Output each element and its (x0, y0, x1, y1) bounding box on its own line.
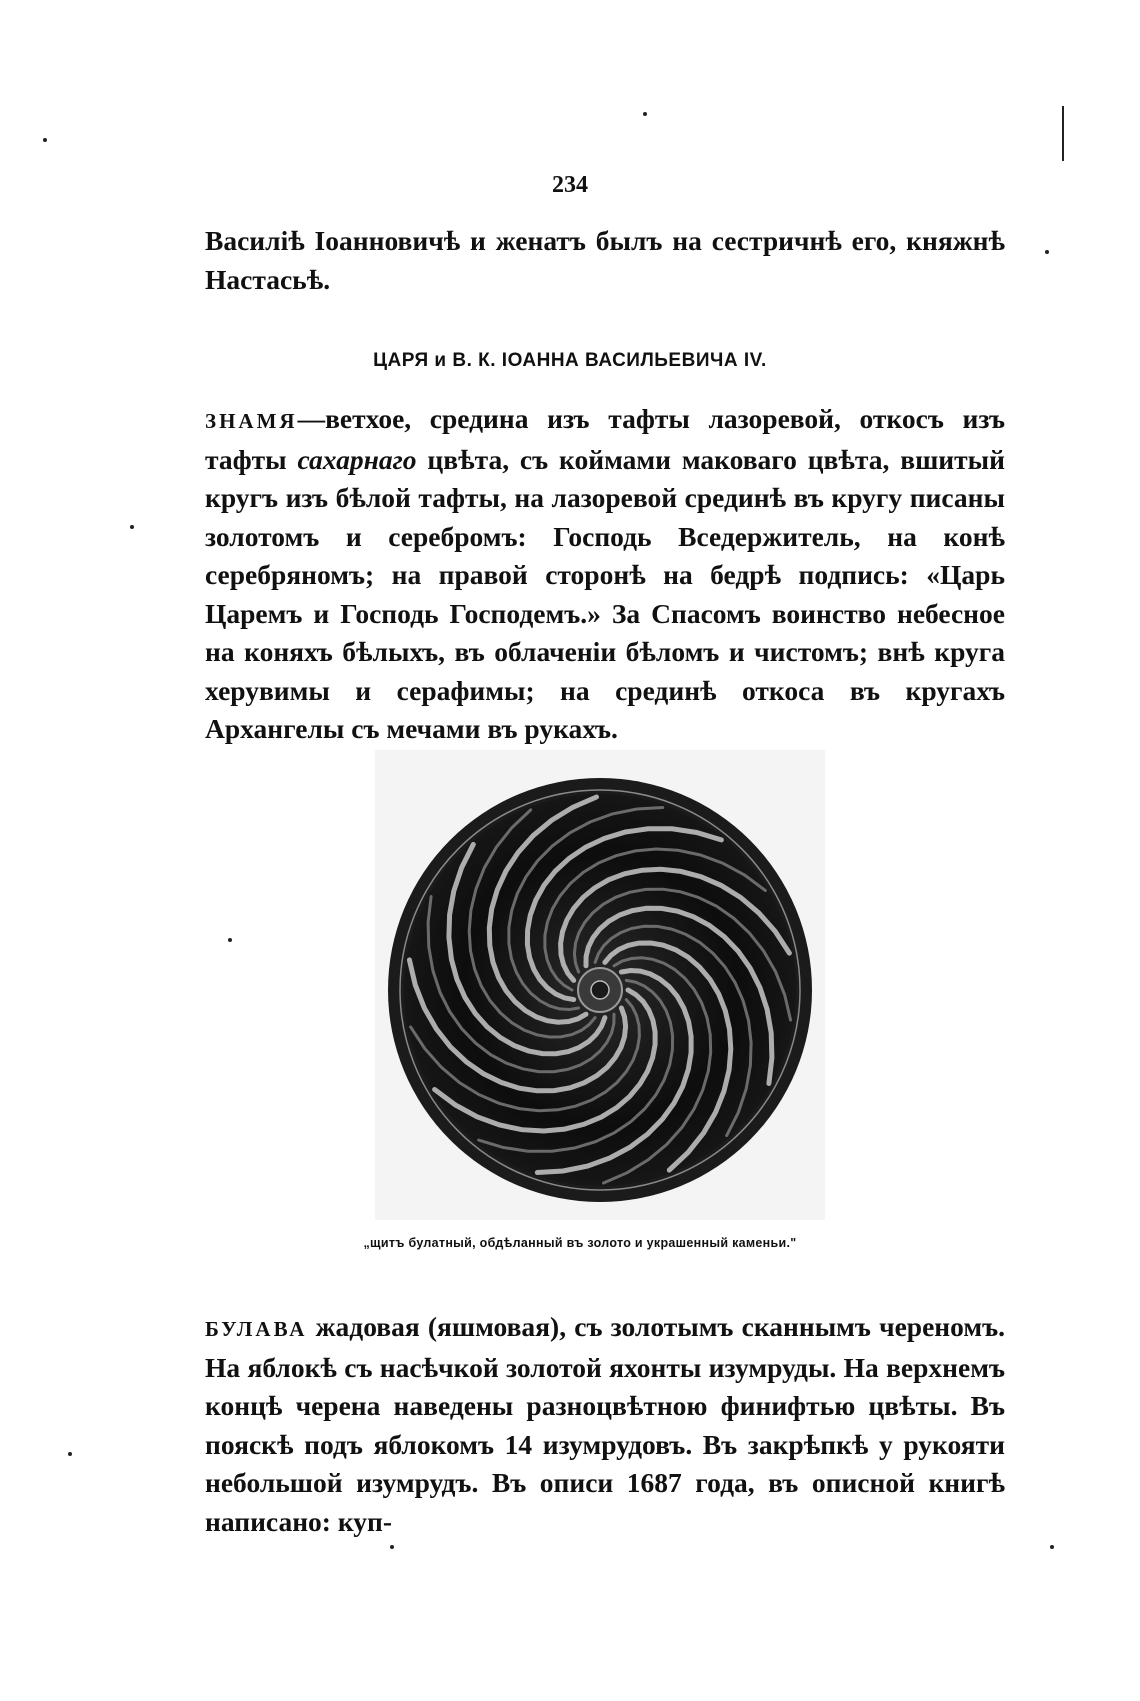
znamya-text-part-2: цвѣта, съ коймами маковаго цвѣта, вшитый кругъ изъ бѣлой тафты, на лазоревой срединѣ въ кругу писаны золотомъ и серебромъ: Господь Вседержитель, на конѣ серебряномъ; на правой сторонѣ на бедрѣ подпись: «Царь Царемъ и Господь Господемъ.» За Спасомъ воинство небесное на коняхъ бѣлыхъ, въ облаченiи бѣломъ и чистомъ; внѣ круга херувимы и серафимы; на срединѣ откоса въ кругахъ Архангелы съ мечами въ рукахъ. (205, 443, 1005, 744)
print-speck (1050, 1545, 1054, 1549)
bulava-text: жадовая (яшмовая), съ золотымъ сканнымъ череномъ. На яблокѣ съ насѣчкой золотой яхонты изумруды. На верхнемъ концѣ черена наведены разноцвѣтною финифтью цвѣты. Въ пояскѣ подъ яблокомъ 14 изумрудовъ. Въ закрѣпкѣ у рукояти небольшой изумрудъ. Въ описи 1687 года, въ описной книгѣ написано: куп- (205, 1311, 1005, 1537)
shield-boss-center (591, 981, 609, 999)
intro-paragraph: Василiѣ Iоанновичѣ и женатъ былъ на сестричнѣ его, княжнѣ Настасьѣ. (205, 225, 1005, 295)
print-speck (390, 1545, 394, 1549)
print-speck (1045, 250, 1049, 254)
page-number: 234 (552, 172, 588, 198)
section-heading: ЦАРЯ и В. К. IОАННА ВАСИЛЬЕВИЧА IV. (373, 350, 767, 371)
print-speck (228, 938, 232, 942)
print-speck (68, 1452, 72, 1456)
bulava-paragraph (205, 1308, 1005, 1541)
znamya-paragraph (205, 400, 1005, 749)
shield-illustration (375, 750, 825, 1220)
figure-caption: „щитъ булатный, обдѣланный въ золото и украшенный каменьи." (363, 1236, 797, 1250)
margin-rule (1062, 106, 1064, 161)
bulava-lead-word: БУЛАВА (205, 1317, 308, 1341)
znamya-lead-word: ЗНАМЯ (205, 409, 298, 433)
print-speck (130, 525, 134, 529)
print-speck (43, 138, 47, 142)
znamya-italic-word: сахарнаго (297, 443, 417, 475)
shield-engraving (375, 750, 825, 1220)
znamya-text-part-1: —ветхое, средина изъ тафты лазоревой, откосъ изъ тафты (205, 403, 1005, 475)
print-speck (643, 112, 647, 116)
